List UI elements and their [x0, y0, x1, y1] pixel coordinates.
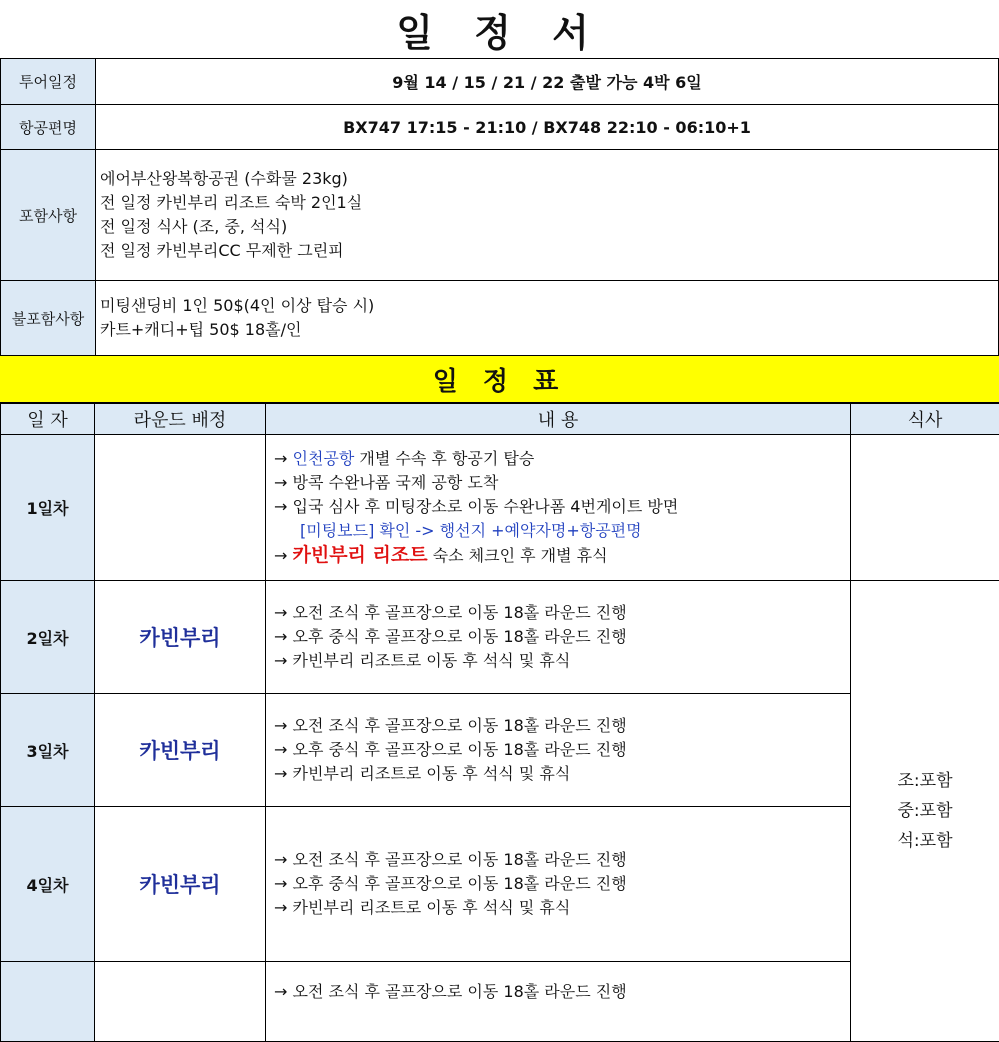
document-title: 일 정 서	[0, 0, 999, 58]
meal-dinner: 석:포함	[851, 826, 999, 856]
include-item: 전 일정 카빈부리 리조트 숙박 2인1실	[100, 191, 994, 215]
day-cell: 2일차	[1, 581, 95, 694]
exclude-list	[96, 281, 999, 356]
schedule-table	[0, 403, 999, 1042]
schedule-line: → 오전 조식 후 골프장으로 이동 18홀 라운드 진행	[274, 714, 842, 738]
header-content: 내 용	[266, 404, 851, 435]
schedule-line: → 카빈부리 리조트 숙소 체크인 후 개별 휴식	[274, 543, 842, 568]
day-cell	[1, 962, 95, 1042]
round-cell: 카빈부리	[95, 694, 266, 807]
content-cell	[266, 694, 851, 807]
header-meal: 식사	[851, 404, 999, 435]
round-cell: 카빈부리	[95, 581, 266, 694]
content-cell	[266, 807, 851, 962]
resort-highlight: 카빈부리 리조트	[293, 544, 428, 566]
tour-value: 9월 14 / 15 / 21 / 22 출발 가능 4박 6일	[96, 59, 999, 105]
table-row	[1, 962, 999, 1042]
schedule-line: → 오후 중식 후 골프장으로 이동 18홀 라운드 진행	[274, 738, 842, 762]
content-cell	[266, 962, 851, 1042]
schedule-line: → 오후 중식 후 골프장으로 이동 18홀 라운드 진행	[274, 872, 842, 896]
flight-value: BX747 17:15 - 21:10 / BX748 22:10 - 06:10+1	[96, 105, 999, 150]
table-row	[1, 581, 999, 694]
schedule-line: → 카빈부리 리조트로 이동 후 석식 및 휴식	[274, 896, 842, 920]
day-cell: 1일차	[1, 435, 95, 581]
schedule-title: 일 정 표	[0, 355, 999, 403]
table-row	[1, 435, 999, 581]
flight-label: 항공편명	[1, 105, 96, 150]
schedule-line: → 입국 심사 후 미팅장소로 이동 수완나폼 4번게이트 방면	[274, 495, 842, 519]
exclude-label: 불포함사항	[1, 281, 96, 356]
day-cell: 3일차	[1, 694, 95, 807]
schedule-line: → 방콕 수완나폼 국제 공항 도착	[274, 471, 842, 495]
table-row	[1, 807, 999, 962]
tour-label: 투어일정	[1, 59, 96, 105]
include-label: 포함사항	[1, 150, 96, 281]
schedule-line: → 오전 조식 후 골프장으로 이동 18홀 라운드 진행	[274, 601, 842, 625]
meal-breakfast: 조:포함	[851, 766, 999, 796]
info-table	[0, 58, 999, 356]
round-cell	[95, 962, 266, 1042]
meeting-board-note: [미팅보드] 확인 -> 행선지 +예약자명+항공편명	[274, 519, 842, 543]
schedule-line: → 카빈부리 리조트로 이동 후 석식 및 휴식	[274, 762, 842, 786]
meal-cell-empty	[851, 435, 999, 581]
header-round: 라운드 배정	[95, 404, 266, 435]
meal-lunch: 중:포함	[851, 796, 999, 826]
include-item: 전 일정 카빈부리CC 무제한 그린피	[100, 239, 994, 263]
round-cell: 카빈부리	[95, 807, 266, 962]
round-cell	[95, 435, 266, 581]
include-item: 에어부산왕복항공권 (수화물 23kg)	[100, 167, 994, 191]
include-item: 전 일정 식사 (조, 중, 석식)	[100, 215, 994, 239]
table-row	[1, 694, 999, 807]
include-list	[96, 150, 999, 281]
day-cell: 4일차	[1, 807, 95, 962]
schedule-line: → 카빈부리 리조트로 이동 후 석식 및 휴식	[274, 649, 842, 673]
header-day: 일 자	[1, 404, 95, 435]
exclude-item: 카트+캐디+팁 50$ 18홀/인	[100, 318, 994, 342]
schedule-line: → 인천공항 개별 수속 후 항공기 탑승	[274, 447, 842, 471]
exclude-item: 미팅샌딩비 1인 50$(4인 이상 탑승 시)	[100, 294, 994, 318]
airport-highlight: 인천공항	[293, 449, 355, 468]
schedule-line: → 오전 조식 후 골프장으로 이동 18홀 라운드 진행	[274, 848, 842, 872]
meal-cell	[851, 581, 999, 1042]
schedule-line: → 오전 조식 후 골프장으로 이동 18홀 라운드 진행	[274, 980, 842, 1004]
content-cell	[266, 581, 851, 694]
schedule-line: → 오후 중식 후 골프장으로 이동 18홀 라운드 진행	[274, 625, 842, 649]
content-cell	[266, 435, 851, 581]
